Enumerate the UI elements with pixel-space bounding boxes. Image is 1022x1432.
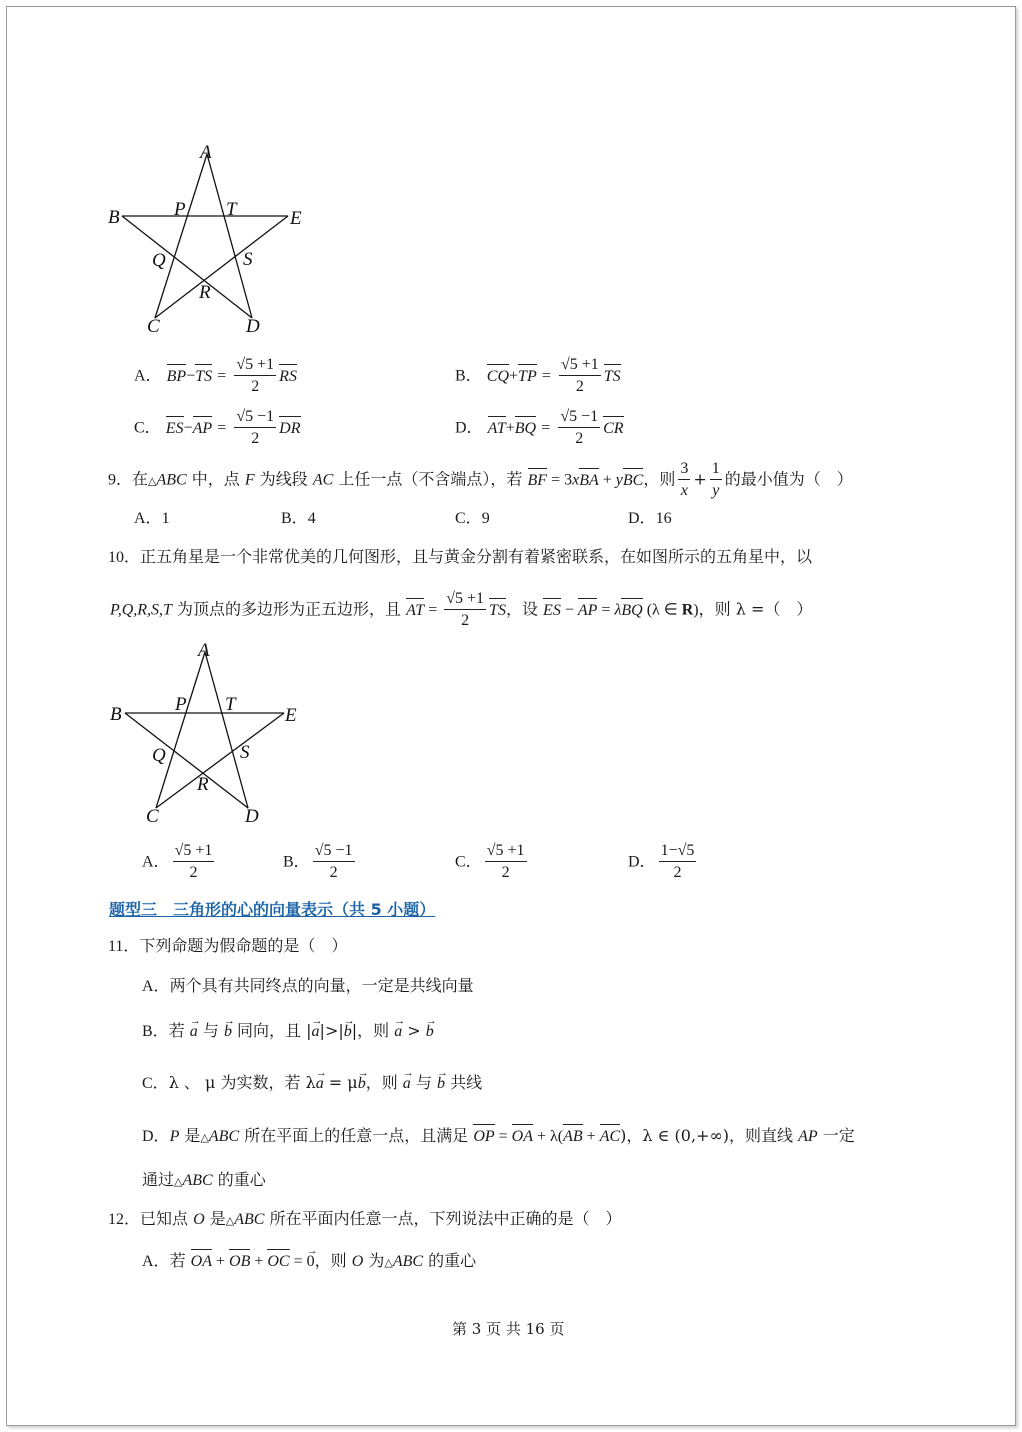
label-e: E: [285, 705, 297, 726]
q9-option-a[interactable]: A．1: [134, 510, 170, 527]
q9-stem: 9．在△ABC 中，点 F 为线段 AC 上任一点（不含端点），若 BF = 3xBA + yBC，则 $\frac{3}{x}$ + $\frac{1}{y}$ 的最小值为（ ）: [108, 460, 853, 499]
label-r: R: [197, 774, 209, 795]
triangle-icon: △: [225, 1214, 235, 1227]
label-p: P: [175, 694, 187, 715]
label-d: D: [245, 806, 259, 827]
q10-option-c[interactable]: C． $\frac{√5 +1}{2}$: [455, 842, 525, 881]
triangle-icon: △: [174, 1175, 183, 1188]
q10-stem-line1: 10．正五角星是一个非常优美的几何图形，且与黄金分割有着紧密联系，在如图所示的五角星中，以: [108, 547, 813, 566]
q9-option-b[interactable]: B．4: [281, 510, 316, 527]
label-c: C: [147, 316, 160, 337]
label-s: S: [243, 249, 253, 270]
label-p: P: [174, 199, 186, 220]
q10-stem-line2: P,Q,R,S,T 为顶点的多边形为正五边形，且 AT = $\frac{√5 +1}{2}$ TS，设 ES − AP = λBQ (λ ∈ R)，则 λ =（ ）: [110, 590, 813, 629]
label-c: C: [146, 806, 159, 827]
q12-option-a[interactable]: A．若 OA + OB + OC = → 0，则 O 为△ABC 的重心: [142, 1248, 476, 1274]
label-q: Q: [152, 250, 166, 271]
q11-option-b[interactable]: B．若 → a 与 → b 同向，且 |→ a|>|→ b|，则 → a > → b: [142, 1020, 434, 1043]
q9-option-d[interactable]: D．16: [628, 510, 672, 527]
label-q: Q: [152, 745, 166, 766]
label-a: A: [198, 640, 210, 661]
q11-option-d-line2: 通过△ABC 的重心: [142, 1170, 266, 1189]
q8-option-c[interactable]: C． ES−AP = $\frac{√5 -1}{2}$ DR: [134, 408, 301, 447]
q12-stem: 12．已知点 O 是△ABC 所在平面内任意一点，下列说法中正确的是（ ）: [108, 1209, 622, 1228]
label-b: B: [108, 207, 120, 228]
pentagram-figure-2: [100, 636, 330, 831]
triangle-icon: △: [200, 1131, 209, 1144]
triangle-icon: △: [384, 1256, 393, 1269]
q8-option-a[interactable]: A． BP−TS = $\frac{√5 +1}{2}$ RS: [134, 356, 297, 395]
label-t: T: [226, 199, 237, 220]
triangle-icon: △: [148, 474, 157, 488]
label-a: A: [200, 142, 212, 163]
fraction: $\frac{√5 +1}{2}$: [560, 356, 599, 395]
label-e: E: [290, 208, 302, 229]
q8-option-d[interactable]: D． AT+BQ = $\frac{√5 -1}{2}$ CR: [455, 408, 624, 447]
q11-option-c[interactable]: C．λ 、 μ 为实数，若 λ→ a = μ→ b，则 → a 与 → b 共线: [142, 1072, 482, 1095]
section-heading: 题型三 三角形的心的向量表示（共 5 小题）: [109, 900, 436, 919]
label-b: B: [110, 704, 122, 725]
q9-option-c[interactable]: C．9: [455, 510, 490, 527]
fraction: $\frac{√5 -1}{2}$: [560, 408, 599, 447]
q10-option-a[interactable]: A． $\frac{√5 +1}{2}$: [142, 842, 213, 881]
label-r: R: [199, 282, 211, 303]
q11-option-a[interactable]: A．两个具有共同终点的向量，一定是共线向量: [142, 976, 474, 995]
label-t: T: [225, 694, 236, 715]
fraction: $\frac{√5 -1}{2}$: [236, 408, 275, 447]
label-d: D: [246, 316, 260, 337]
fraction: $\frac{√5 +1}{2}$: [236, 356, 275, 395]
q10-option-b[interactable]: B． $\frac{√5 -1}{2}$: [283, 842, 353, 881]
q11-stem: 11．下列命题为假命题的是（ ）: [108, 936, 348, 955]
q8-option-b[interactable]: B． CQ+TP = $\frac{√5 +1}{2}$ TS: [455, 356, 621, 395]
q10-option-d[interactable]: D． $\frac{1-√5}{2}$: [628, 842, 695, 881]
page-footer: 第 3 页 共 16 页: [452, 1320, 565, 1338]
label-s: S: [240, 742, 250, 763]
q11-option-d[interactable]: D．P 是△ABC 所在平面上的任意一点，且满足 OP = OA + λ(AB + AC)，λ ∈ (0,+∞)，则直线 AP 一定: [142, 1123, 855, 1149]
pentagram-figure-1: [100, 138, 330, 338]
